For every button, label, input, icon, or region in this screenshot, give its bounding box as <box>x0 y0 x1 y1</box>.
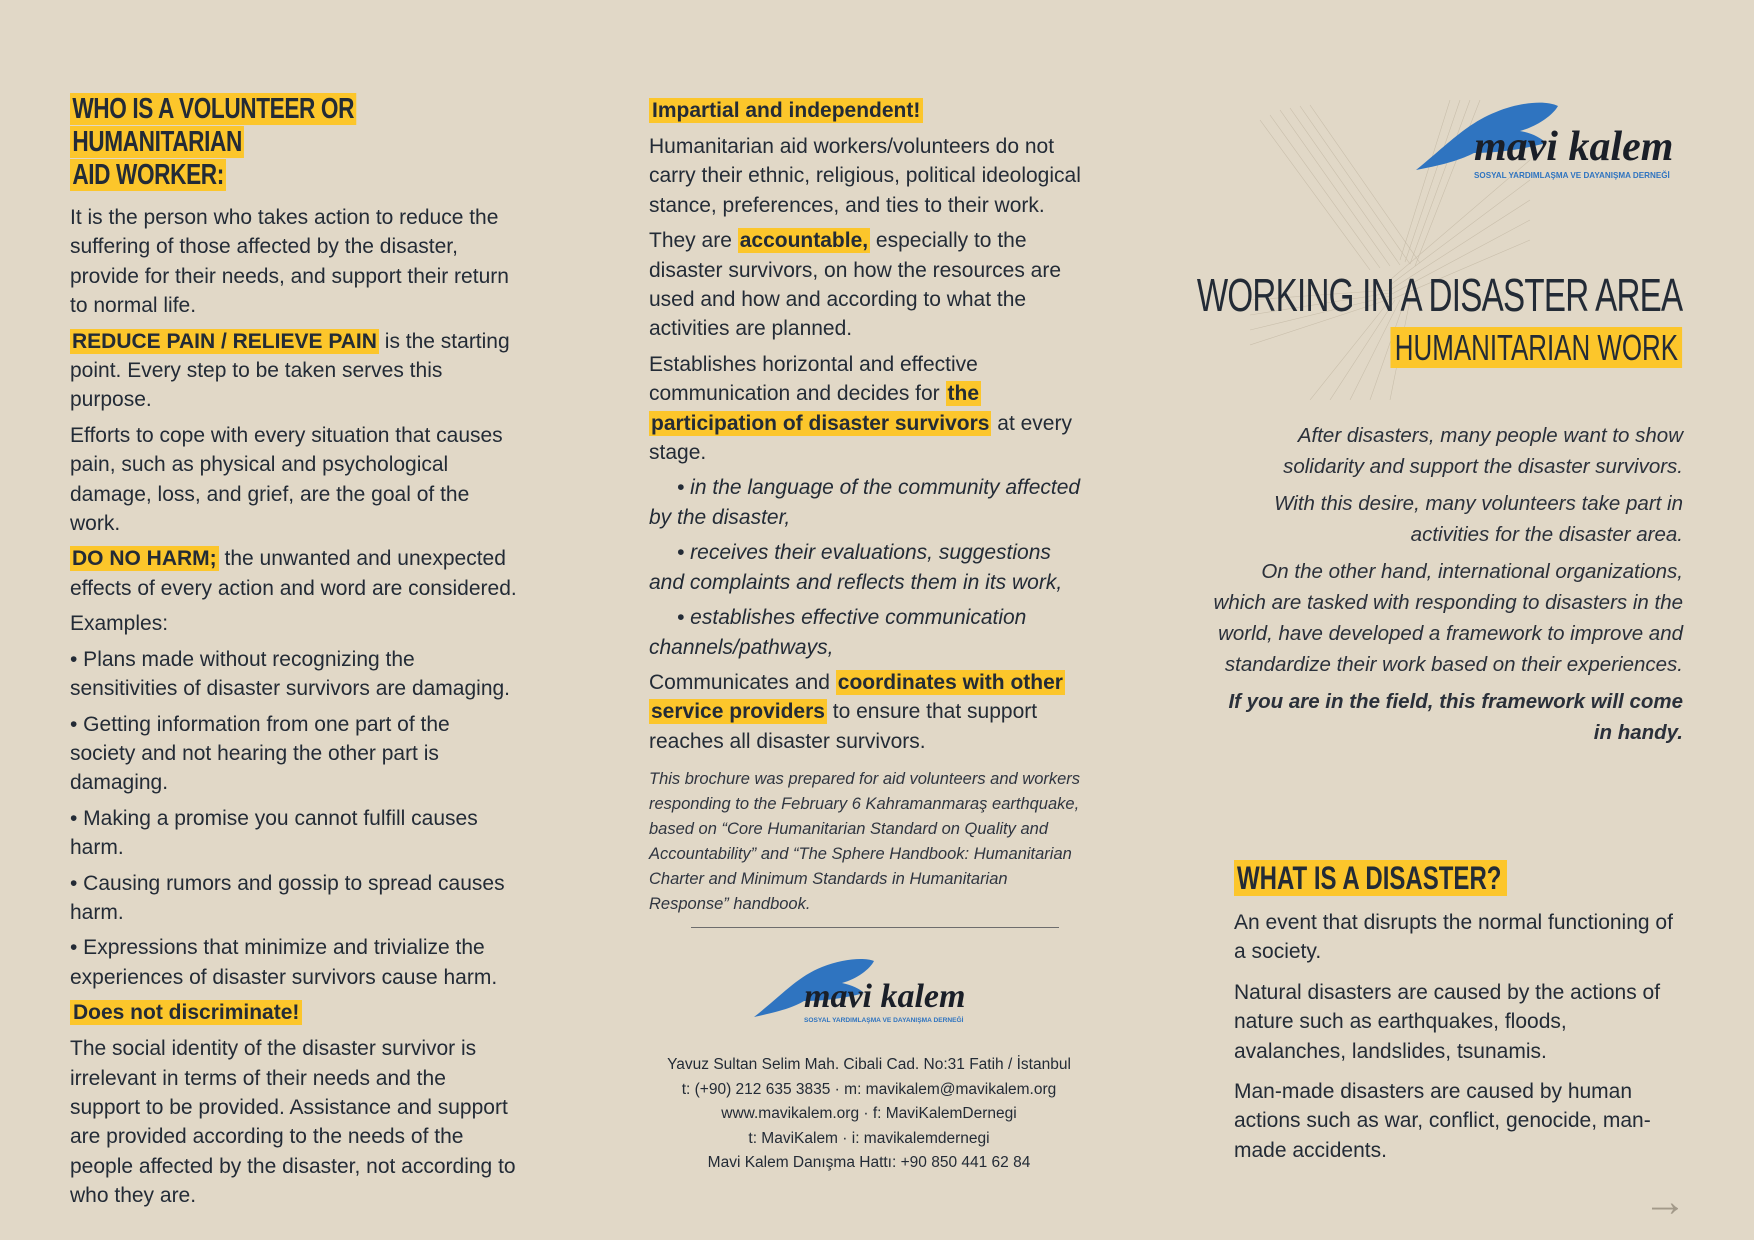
disaster-paragraph: Natural disasters are caused by the actions of nature such as earthquakes, floods, avalanches, landslides, tsunamis. <box>1234 980 1661 1063</box>
intro-bold-paragraph: If you are in the field, this framework will come in handy. <box>1228 690 1683 744</box>
example-item: • Plans made without recognizing the sensitivities of disaster survivors are damaging. <box>70 647 511 701</box>
impartial-paragraph: Humanitarian aid workers/volunteers do not carry their ethnic, religious, political ideological stance, preferences, and ties to their work. <box>649 135 1081 217</box>
coordinates-text-a: Communicates and <box>649 670 836 694</box>
efforts-paragraph: Efforts to cope with every situation that causes pain, such as physical and psychological damage, loss, and grief, are the goal of the work. <box>70 423 503 536</box>
contact-web: www.mavikalem.org · f: MaviKalemDernegi <box>721 1105 1017 1123</box>
do-no-harm-paragraph <box>70 544 520 603</box>
example-item: • Getting information from one part of the society and not hearing the other part is damaging. <box>70 712 450 795</box>
contact-social: t: MaviKalem · i: mavikalemdernegi <box>748 1129 990 1147</box>
disaster-definition <box>1234 908 1684 1176</box>
column-left <box>70 93 520 1217</box>
impartial-heading <box>649 96 1089 125</box>
participation-bullet: • establishes effective communication channels/pathways, <box>649 606 1027 659</box>
example-item: • Causing rumors and gossip to spread causes harm. <box>70 871 505 924</box>
discriminate-heading <box>70 998 520 1027</box>
disaster-heading-text: WHAT IS A DISASTER? <box>1234 860 1507 896</box>
logo-wordmark: mavi kalem <box>1474 124 1674 170</box>
contact-block <box>649 1053 1089 1176</box>
discriminate-paragraph: The social identity of the disaster survivor is irrelevant in terms of their needs and the support to be provided. Assistance and support are provided according to the needs of the people affected by the disaster, not according to who they are. <box>70 1037 516 1208</box>
reduce-pain-paragraph <box>70 327 520 415</box>
coordinates-text-b: to ensure that support reaches all disaster survivors. <box>649 700 1038 753</box>
disaster-paragraph: Man-made disasters are caused by human actions such as war, conflict, genocide, man-made accidents. <box>1234 1080 1651 1162</box>
example-item: • Expressions that minimize and trivialize the experiences of disaster survivors cause harm. <box>70 936 498 989</box>
participation-text-b: at every stage. <box>649 411 1072 465</box>
coordinates-paragraph <box>649 668 1089 756</box>
disaster-paragraph: An event that disrupts the normal functioning of a society. <box>1234 911 1673 964</box>
accountable-paragraph <box>649 226 1089 344</box>
participation-bullet: • receives their evaluations, suggestions and complaints and reflects them in its work, <box>649 541 1063 594</box>
accountable-text-b: especially to the disaster survivors, on how the resources are used and how and according to what the activities are planned. <box>649 229 1062 341</box>
disaster-heading <box>1234 860 1507 896</box>
intro-paragraph: With this desire, many volunteers take part in activities for the disaster area. <box>1274 492 1683 546</box>
intro-paragraph: On the other hand, international organizations, which are tasked with responding to disasters in the world, have developed a framework to improve and standardize their work based on their experiences. <box>1213 560 1683 676</box>
volunteer-heading-line1: WHO IS A VOLUNTEER OR HUMANITARIAN <box>70 93 356 158</box>
logo-tagline: SOSYAL YARDIMLAŞMA VE DAYANIŞMA DERNEĞİ <box>1474 171 1670 180</box>
accountable-text-a: They are <box>649 229 738 253</box>
discriminate-heading-text: Does not discriminate! <box>70 1000 302 1025</box>
volunteer-definition: It is the person who takes action to reduce the suffering of those affected by the disaster, provide for their needs, and support their return to normal life. <box>70 206 509 318</box>
volunteer-heading <box>70 93 476 192</box>
impartial-heading-text: Impartial and independent! <box>649 98 923 123</box>
divider-line <box>691 927 1059 928</box>
do-no-harm-text: the unwanted and unexpected effects of every action and word are considered. <box>70 547 517 600</box>
intro-paragraph: After disasters, many people want to show solidarity and support the disaster survivors. <box>1283 424 1683 478</box>
example-item: • Making a promise you cannot fulfill causes harm. <box>70 806 478 860</box>
contact-helpline: Mavi Kalem Danışma Hattı: +90 850 441 62 84 <box>707 1154 1031 1172</box>
participation-paragraph <box>649 350 1089 468</box>
examples-label: Examples: <box>70 612 169 636</box>
volunteer-heading-line2: AID WORKER: <box>70 159 226 191</box>
participation-text-a: Establishes horizontal and effective communication and decides for <box>649 352 978 406</box>
coordinates-highlight: coordinates with other service providers <box>651 670 1063 724</box>
mavi-kalem-logo-footer <box>752 955 972 1030</box>
reduce-pain-text: is the starting point. Every step to be taken serves this purpose. <box>70 329 510 412</box>
logo-wordmark: mavi kalem <box>804 978 966 1015</box>
do-no-harm-highlight: DO NO HARM; <box>72 547 217 571</box>
cover-subtitle-text: HUMANITARIAN WORK <box>1390 327 1682 368</box>
column-middle <box>649 96 1089 917</box>
contact-address: Yavuz Sultan Selim Mah. Cibali Cad. No:31 Fatih / İstanbul <box>667 1056 1071 1073</box>
next-page-arrow-icon: → <box>1643 1177 1687 1226</box>
reduce-pain-highlight: REDUCE PAIN / RELIEVE PAIN <box>72 329 377 353</box>
cover-title: WORKING IN A DISASTER AREA <box>1196 269 1682 321</box>
logo-tagline: SOSYAL YARDIMLAŞMA VE DAYANIŞMA DERNEĞİ <box>804 1017 964 1024</box>
accountable-highlight: accountable, <box>739 229 869 253</box>
mavi-kalem-logo-cover <box>1412 98 1680 188</box>
cover-intro <box>1213 420 1683 754</box>
participation-bullet: • in the language of the community affected by the disaster, <box>649 476 1081 529</box>
cover-subtitle <box>1390 328 1682 368</box>
brochure-note: This brochure was prepared for aid volunteers and workers responding to the February 6 Kahramanmaraş earthquake, based on “Core Humanitarian Standard on Quality and Accountability” and “The Sphere Handbook: Humanitarian Charter and Minimum Standards in Humanitarian Response” handbook. <box>649 770 1081 914</box>
contact-phone-mail: t: (+90) 212 635 3835 · m: mavikalem@mavikalem.org <box>681 1080 1057 1098</box>
participation-highlight: the participation of disaster survivors <box>651 382 990 435</box>
